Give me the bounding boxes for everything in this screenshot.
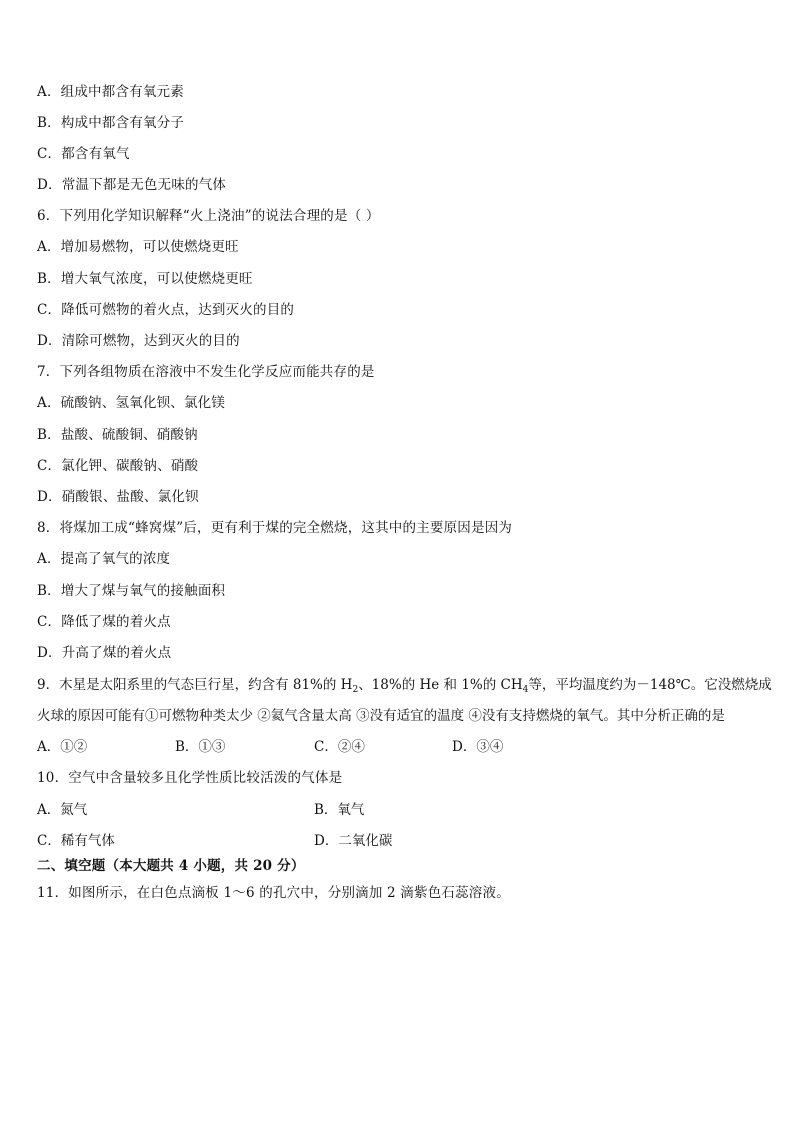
q6-option-b: B．增大氧气浓度，可以使燃烧更旺: [37, 271, 253, 287]
q5-option-a: A．组成中都含有氧元素: [37, 84, 184, 100]
q9-stem-line1: [37, 676, 772, 694]
q7-option-c: C．氯化钾、碳酸钠、硝酸: [37, 458, 199, 474]
q9-option-b: B．①③: [175, 739, 226, 755]
q9-option-a: A．①②: [37, 739, 88, 755]
q10-option-b: B．氧气: [314, 802, 365, 818]
q7-stem: 7．下列各组物质在溶液中不发生化学反应而能共存的是: [37, 364, 375, 380]
section-heading-fill-in: 二、填空题（本大题共 4 小题，共 20 分）: [37, 858, 305, 874]
q9-option-d: D．③④: [452, 739, 504, 755]
q8-option-a: A．提高了氧气的浓度: [37, 551, 171, 567]
q9-subscript-h2: 2: [352, 685, 359, 695]
q9-stem-part1: 9．木星是太阳系里的气态巨行星，约含有 81%的 H: [37, 677, 353, 693]
q9-option-c: C．②④: [314, 739, 365, 755]
q9-stem-line2: 火球的原因可能有①可燃物种类太少 ②氦气含量太高 ③没有适宜的温度 ④没有支持燃烧的氧气。其中分析正确的是: [37, 708, 725, 724]
q7-option-b: B．盐酸、硫酸铜、硝酸钠: [37, 427, 198, 443]
q10-option-c: C．稀有气体: [37, 833, 115, 849]
q6-option-a: A．增加易燃物，可以使燃烧更旺: [37, 239, 239, 255]
q6-option-d: D．清除可燃物，达到灭火的目的: [37, 333, 240, 349]
q9-stem-part2: 、18%的 He 和 1%的 CH: [358, 677, 523, 693]
q10-option-d: D．二氧化碳: [314, 833, 393, 849]
q9-subscript-ch4: 4: [522, 685, 529, 695]
q6-stem: 6．下列用化学知识解释“火上浇油”的说法合理的是（ ）: [37, 208, 380, 224]
q8-option-b: B．增大了煤与氧气的接触面积: [37, 583, 226, 599]
q7-option-a: A．硫酸钠、氢氧化钡、氯化镁: [37, 395, 226, 411]
q9-stem-part3: 等，平均温度约为－148℃。它没燃烧成: [528, 677, 772, 693]
q8-option-c: C．降低了煤的着火点: [37, 614, 171, 630]
q5-option-b: B．构成中都含有氧分子: [37, 115, 185, 131]
q5-option-d: D．常温下都是无色无味的气体: [37, 177, 227, 193]
q11-stem: 11．如图所示，在白色点滴板 1～6 的孔穴中，分别滴加 2 滴紫色石蕊溶液。: [37, 885, 510, 901]
q7-option-d: D．硝酸银、盐酸、氯化钡: [37, 489, 199, 505]
q5-option-c: C．都含有氧气: [37, 146, 130, 162]
q8-stem: 8．将煤加工成“蜂窝煤”后，更有利于煤的完全燃烧，这其中的主要原因是因为: [37, 520, 513, 536]
q10-stem: 10．空气中含量较多且化学性质比较活泼的气体是: [37, 770, 343, 786]
q6-option-c: C．降低可燃物的着火点，达到灭火的目的: [37, 302, 295, 318]
q8-option-d: D．升高了煤的着火点: [37, 645, 172, 661]
q10-option-a: A．氮气: [37, 802, 88, 818]
